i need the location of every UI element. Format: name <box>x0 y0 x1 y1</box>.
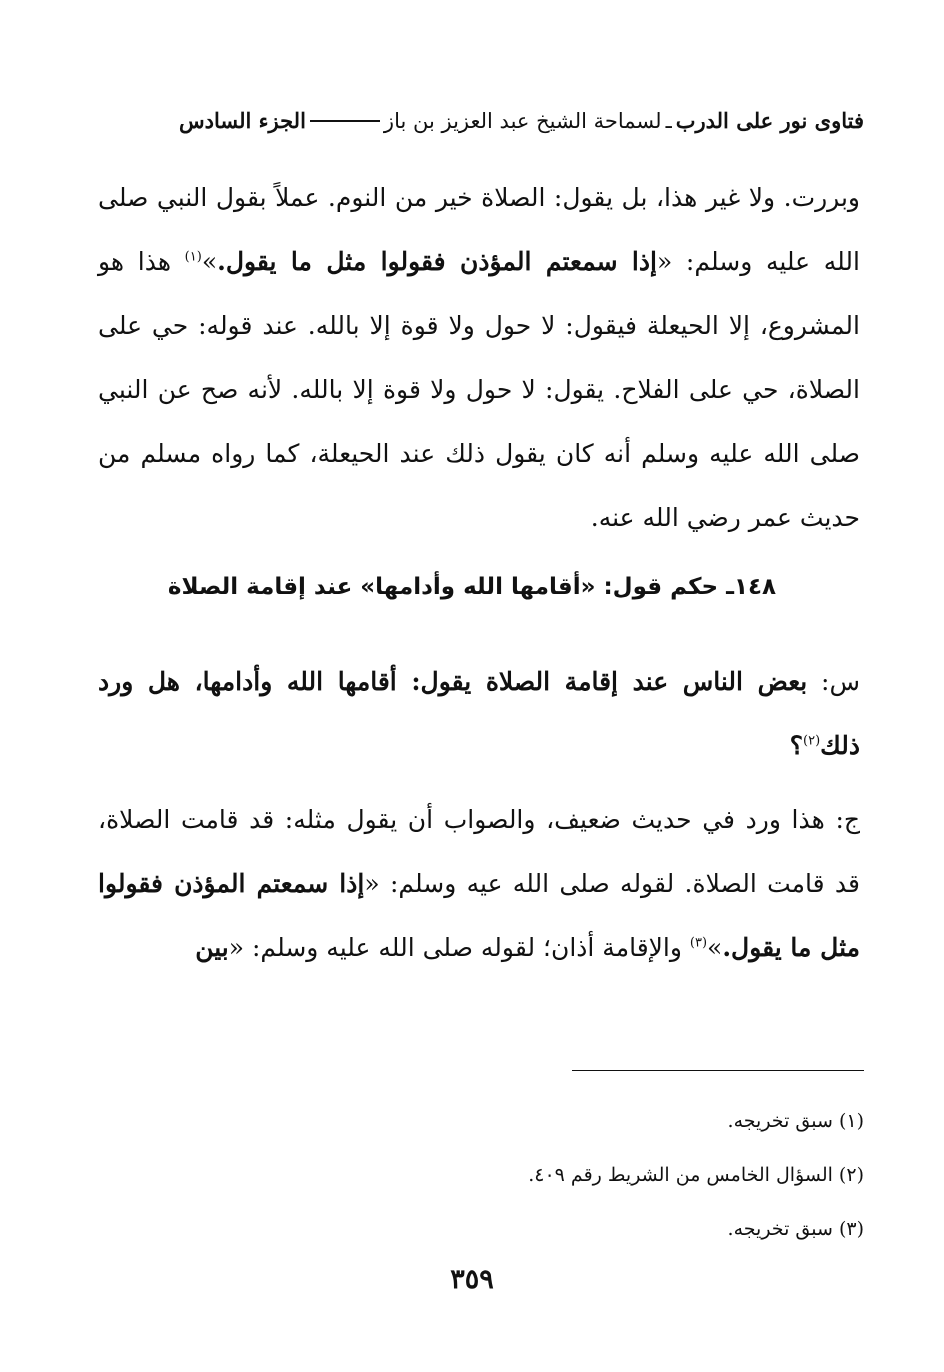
section-heading: ١٤٨ـ حكم قول: «أقامها الله وأدامها» عند إقامة الصلاة <box>167 574 777 600</box>
answer-text-rest: والإقامة أذان؛ لقوله صلى الله عليه وسلم: « <box>228 933 690 962</box>
answer-text: ج: هذا ورد في حديث ضعيف، والصواب أن يقول مثله: قد قامت الصلاة، قد قامت الصلاة. لقوله صلى الله عيه وسلم: « <box>98 805 860 898</box>
footnote-3: (٣) سبق تخريجه. <box>727 1218 864 1240</box>
question-mark: ؟ <box>789 731 804 760</box>
question <box>98 650 860 778</box>
quote-close: » <box>201 247 218 276</box>
answer <box>98 788 860 980</box>
paragraph-text-rest: هذا هو المشروع، إلا الحيعلة فيقول: لا حول ولا قوة إلا بالله. عند قوله: حي على الصلاة، حي على الفلاح. يقول: لا حول ولا قوة إلا بالله. لأنه صح عن النبي صلى الله عليه وسلم أنه كان يقول ذلك عند الحيعلة، كما رواه مسلم من حديث عمر رضي الله عنه. <box>98 247 860 532</box>
header-separator: ـ <box>665 109 672 133</box>
hadith-quote-start: بين <box>195 933 229 962</box>
question-text: بعض الناس عند إقامة الصلاة يقول: أقامها الله وأدامها، هل ورد ذلك <box>98 667 860 760</box>
footnote-ref-2: (٢) <box>803 733 821 749</box>
footnotes <box>300 1094 864 1256</box>
hadith-quote: إذا سمعتم المؤذن فقولوا مثل ما يقول. <box>98 869 860 962</box>
hadith-quote: إذا سمعتم المؤذن فقولوا مثل ما يقول. <box>217 247 657 276</box>
volume-label: الجزء السادس <box>179 108 306 133</box>
book-title: فتاوى نور على الدرب <box>675 108 864 133</box>
page-number: ٣٥٩ <box>450 1264 494 1295</box>
footnote-2: (٢) السؤال الخامس من الشريط رقم ٤٠٩. <box>528 1164 864 1186</box>
quote-close: » <box>707 933 723 962</box>
question-prefix: س: <box>807 667 860 696</box>
author-line: لسماحة الشيخ عبد العزيز بن باز <box>383 109 662 133</box>
footnote-ref-1: (١) <box>184 249 202 265</box>
footnote-ref-3: (٣) <box>689 935 708 951</box>
header-rule <box>310 120 380 122</box>
footnote-1: (١) سبق تخريجه. <box>727 1110 864 1132</box>
running-header <box>100 108 864 133</box>
paragraph-continuation <box>98 166 860 550</box>
paragraph-text: وبررت. ولا غير هذا، بل يقول: الصلاة خير من النوم. عملاً بقول النبي صلى الله عليه وسلم: « <box>98 183 860 276</box>
footnote-separator <box>572 1070 864 1071</box>
